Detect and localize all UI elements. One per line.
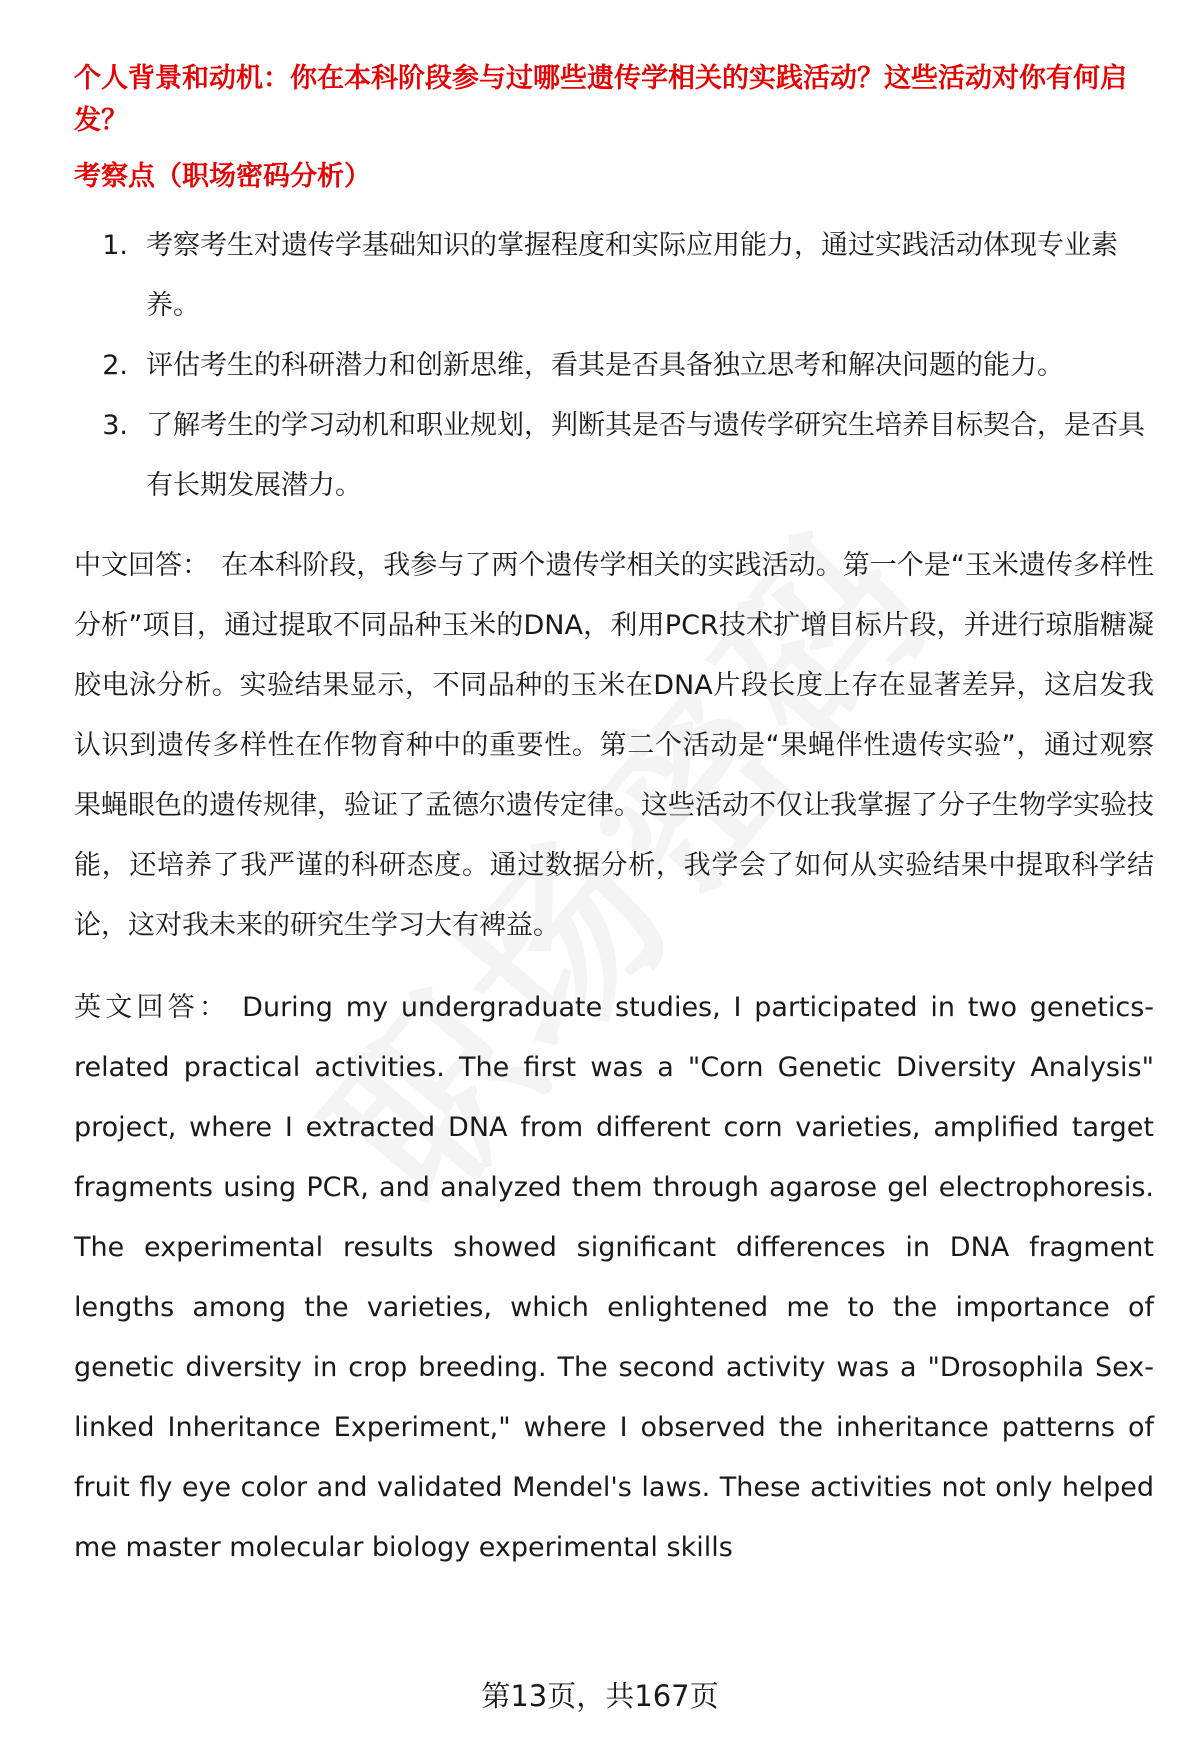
list-item-text: 评估考生的科研潜力和创新思维，看其是否具备独立思考和解决问题的能力。 xyxy=(146,350,1064,381)
document-page xyxy=(74,58,1154,1600)
chinese-answer-text: 在本科阶段，我参与了两个遗传学相关的实践活动。第一个是“玉米遗传多样性分析”项目，通过提取不同品种玉米的DNA，利用PCR技术扩增目标片段，并进行琼脂糖凝胶电泳分析。实验结果显示，不同品种的玉米在DNA片段长度上存在显著差异，这启发我认识到遗传多样性在作物育种中的重要性。第二个活动是“果蝇伴性遗传实验”，通过观察果蝇眼色的遗传规律，验证了孟德尔遗传定律。这些活动不仅让我掌握了分子生物学实验技能，还培养了我严谨的科研态度。通过数据分析，我学会了如何从实验结果中提取科学结论，这对我未来的研究生学习大有裨益。 xyxy=(74,550,1154,941)
english-answer xyxy=(74,978,1154,1578)
list-item-number: 2. xyxy=(102,350,128,381)
list-item xyxy=(74,336,1154,396)
list-item-number: 1. xyxy=(102,230,128,261)
chinese-answer-label: 中文回答： xyxy=(74,550,210,581)
page-number-footer: 第13页，共167页 xyxy=(481,1679,719,1713)
section-title: 考察点（职场密码分析） xyxy=(74,161,371,192)
assessment-points-list xyxy=(74,216,1154,516)
list-item xyxy=(74,216,1154,336)
english-answer-text: During my undergraduate studies, I participated in two genetics-related practical activities. The first was a "Corn Genetic Diversity Analysis" project, where I extracted DNA from different corn varieties, amplified target fragments using PCR, and analyzed them through agarose gel electrophoresis. The experimental results showed significant differences in DNA fragment lengths among the varieties, which enlightened me to the importance of genetic diversity in crop breeding. The second activity was a "Drosophila Sex-linked Inheritance Experiment," where I observed the inheritance patterns of fruit fly eye color and validated Mendel's laws. These activities not only helped me master molecular biology experimental skills xyxy=(74,992,1154,1563)
list-item-text: 考察考生对遗传学基础知识的掌握程度和实际应用能力，通过实践活动体现专业素养。 xyxy=(146,230,1118,321)
list-item-number: 3. xyxy=(102,410,128,441)
list-item-text: 了解考生的学习动机和职业规划，判断其是否与遗传学研究生培养目标契合，是否具有长期发展潜力。 xyxy=(146,410,1145,501)
list-item xyxy=(74,396,1154,516)
english-answer-label: 英文回答： xyxy=(74,992,231,1023)
question-heading: 个人背景和动机：你在本科阶段参与过哪些遗传学相关的实践活动？这些活动对你有何启发？ xyxy=(74,63,1127,136)
chinese-answer xyxy=(74,536,1154,956)
